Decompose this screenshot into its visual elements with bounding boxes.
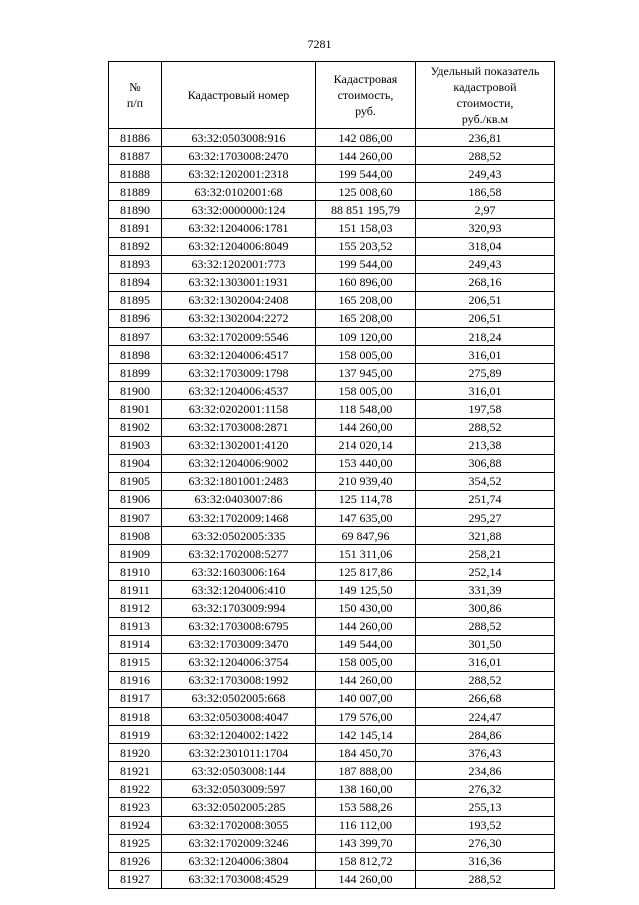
specific-value-cell: 288,52	[416, 671, 555, 689]
specific-value-cell: 288,52	[416, 147, 555, 165]
cadastral-value-cell: 199 544,00	[316, 255, 416, 273]
cadastral-value-cell: 144 260,00	[316, 418, 416, 436]
table-row	[109, 762, 555, 780]
cadastral-value-cell: 158 005,00	[316, 346, 416, 364]
table-row	[109, 816, 555, 834]
cadastral-value-cell: 144 260,00	[316, 671, 416, 689]
cadastral-value-cell: 144 260,00	[316, 870, 416, 888]
cadastral-number-cell: 63:32:1703008:4529	[162, 870, 316, 888]
cadastral-value-cell: 137 945,00	[316, 364, 416, 382]
cadastral-number-cell: 63:32:1703009:1798	[162, 364, 316, 382]
cadastral-number-cell: 63:32:1302004:2272	[162, 309, 316, 327]
specific-value-cell: 316,01	[416, 653, 555, 671]
specific-value-cell: 301,50	[416, 635, 555, 653]
row-number-cell: 81910	[109, 563, 162, 581]
cadastral-number-cell: 63:32:1204002:1422	[162, 726, 316, 744]
row-number-cell: 81914	[109, 635, 162, 653]
table-row	[109, 744, 555, 762]
cadastral-value-cell: 187 888,00	[316, 762, 416, 780]
specific-value-cell: 331,39	[416, 581, 555, 599]
cadastral-value-cell: 149 125,50	[316, 581, 416, 599]
table-row	[109, 599, 555, 617]
row-number-cell: 81908	[109, 527, 162, 545]
cadastral-number-cell: 63:32:0000000:124	[162, 201, 316, 219]
cadastral-number-cell: 63:32:0503008:4047	[162, 708, 316, 726]
row-number-cell: 81915	[109, 653, 162, 671]
cadastral-number-cell: 63:32:1204006:4537	[162, 382, 316, 400]
cadastral-number-cell: 63:32:1703009:994	[162, 599, 316, 617]
row-number-cell: 81890	[109, 201, 162, 219]
cadastral-number-cell: 63:32:1303001:1931	[162, 273, 316, 291]
row-number-cell: 81927	[109, 870, 162, 888]
row-number-cell: 81917	[109, 689, 162, 707]
row-number-cell: 81902	[109, 418, 162, 436]
cadastral-number-cell: 63:32:1302004:2408	[162, 291, 316, 309]
cadastral-value-cell: 151 158,03	[316, 219, 416, 237]
specific-value-cell: 288,52	[416, 617, 555, 635]
cadastral-number-cell: 63:32:0503008:144	[162, 762, 316, 780]
row-number-cell: 81886	[109, 129, 162, 147]
table-row	[109, 653, 555, 671]
cadastral-number-cell: 63:32:0502005:335	[162, 527, 316, 545]
table-row	[109, 671, 555, 689]
specific-value-cell: 320,93	[416, 219, 555, 237]
table-body	[109, 129, 555, 889]
cadastral-value-cell: 143 399,70	[316, 834, 416, 852]
specific-value-cell: 300,86	[416, 599, 555, 617]
cadastral-number-cell: 63:32:0102001:68	[162, 183, 316, 201]
table-row	[109, 780, 555, 798]
specific-value-cell: 2,97	[416, 201, 555, 219]
specific-value-cell: 295,27	[416, 508, 555, 526]
specific-value-cell: 288,52	[416, 418, 555, 436]
specific-value-cell: 316,01	[416, 346, 555, 364]
table-row	[109, 183, 555, 201]
table-row	[109, 129, 555, 147]
table-row	[109, 635, 555, 653]
cadastral-value-cell: 88 851 195,79	[316, 201, 416, 219]
table-row	[109, 852, 555, 870]
specific-value-cell: 354,52	[416, 472, 555, 490]
table-row	[109, 364, 555, 382]
cadastral-number-cell: 63:32:1204006:410	[162, 581, 316, 599]
cadastral-number-cell: 63:32:0503008:916	[162, 129, 316, 147]
cadastral-number-cell: 63:32:0503009:597	[162, 780, 316, 798]
specific-value-cell: 376,43	[416, 744, 555, 762]
specific-value-cell: 275,89	[416, 364, 555, 382]
row-number-cell: 81907	[109, 508, 162, 526]
cadastral-number-cell: 63:32:2301011:1704	[162, 744, 316, 762]
table-row	[109, 273, 555, 291]
specific-value-cell: 197,58	[416, 400, 555, 418]
specific-value-cell: 318,04	[416, 237, 555, 255]
specific-value-cell: 213,38	[416, 436, 555, 454]
cadastral-number-cell: 63:32:1702008:3055	[162, 816, 316, 834]
cadastral-value-cell: 125 114,78	[316, 490, 416, 508]
table-row	[109, 291, 555, 309]
row-number-cell: 81900	[109, 382, 162, 400]
table-row	[109, 255, 555, 273]
cadastral-number-cell: 63:32:1703008:1992	[162, 671, 316, 689]
cadastral-number-cell: 63:32:1204006:8049	[162, 237, 316, 255]
table-row	[109, 545, 555, 563]
cadastral-number-cell: 63:32:1703008:2470	[162, 147, 316, 165]
cadastral-number-cell: 63:32:0502005:668	[162, 689, 316, 707]
row-number-cell: 81895	[109, 291, 162, 309]
cadastral-number-cell: 63:32:1302001:4120	[162, 436, 316, 454]
specific-value-cell: 276,32	[416, 780, 555, 798]
specific-value-cell: 249,43	[416, 255, 555, 273]
specific-value-cell: 224,47	[416, 708, 555, 726]
row-number-cell: 81925	[109, 834, 162, 852]
cadastral-value-cell: 144 260,00	[316, 617, 416, 635]
cadastral-value-cell: 151 311,06	[316, 545, 416, 563]
specific-value-cell: 186,58	[416, 183, 555, 201]
table-row	[109, 798, 555, 816]
cadastral-number-cell: 63:32:1702008:5277	[162, 545, 316, 563]
specific-value-cell: 288,52	[416, 870, 555, 888]
row-number-cell: 81912	[109, 599, 162, 617]
table-row	[109, 508, 555, 526]
row-number-cell: 81901	[109, 400, 162, 418]
table-row	[109, 147, 555, 165]
row-number-cell: 81923	[109, 798, 162, 816]
cadastral-value-cell: 149 544,00	[316, 635, 416, 653]
header-cadastral-value: Кадастровая стоимость, руб.	[316, 62, 416, 129]
specific-value-cell: 266,68	[416, 689, 555, 707]
cadastral-value-cell: 214 020,14	[316, 436, 416, 454]
table-row	[109, 472, 555, 490]
cadastral-number-cell: 63:32:1603006:164	[162, 563, 316, 581]
cadastral-number-cell: 63:32:0202001:1158	[162, 400, 316, 418]
cadastral-number-cell: 63:32:1204006:9002	[162, 454, 316, 472]
table-row	[109, 581, 555, 599]
specific-value-cell: 218,24	[416, 328, 555, 346]
cadastral-number-cell: 63:32:1801001:2483	[162, 472, 316, 490]
cadastral-value-cell: 118 548,00	[316, 400, 416, 418]
specific-value-cell: 249,43	[416, 165, 555, 183]
row-number-cell: 81920	[109, 744, 162, 762]
row-number-cell: 81899	[109, 364, 162, 382]
row-number-cell: 81904	[109, 454, 162, 472]
cadastral-value-cell: 144 260,00	[316, 147, 416, 165]
table-row	[109, 309, 555, 327]
cadastral-value-cell: 109 120,00	[316, 328, 416, 346]
table-row	[109, 563, 555, 581]
table-row	[109, 219, 555, 237]
row-number-cell: 81922	[109, 780, 162, 798]
table-row	[109, 328, 555, 346]
cadastral-value-cell: 142 145,14	[316, 726, 416, 744]
row-number-cell: 81916	[109, 671, 162, 689]
row-number-cell: 81894	[109, 273, 162, 291]
row-number-cell: 81905	[109, 472, 162, 490]
cadastral-number-cell: 63:32:1204006:4517	[162, 346, 316, 364]
row-number-cell: 81906	[109, 490, 162, 508]
cadastral-number-cell: 63:32:1703009:3470	[162, 635, 316, 653]
cadastral-number-cell: 63:32:1702009:5546	[162, 328, 316, 346]
table-row	[109, 527, 555, 545]
row-number-cell: 81911	[109, 581, 162, 599]
specific-value-cell: 252,14	[416, 563, 555, 581]
table-row	[109, 454, 555, 472]
cadastral-number-cell: 63:32:1702009:3246	[162, 834, 316, 852]
cadastral-value-cell: 210 939,40	[316, 472, 416, 490]
row-number-cell: 81889	[109, 183, 162, 201]
cadastral-value-cell: 142 086,00	[316, 129, 416, 147]
specific-value-cell: 316,01	[416, 382, 555, 400]
row-number-cell: 81887	[109, 147, 162, 165]
specific-value-cell: 284,86	[416, 726, 555, 744]
table-row	[109, 708, 555, 726]
row-number-cell: 81903	[109, 436, 162, 454]
cadastral-value-cell: 158 005,00	[316, 382, 416, 400]
cadastral-value-cell: 125 817,86	[316, 563, 416, 581]
row-number-cell: 81913	[109, 617, 162, 635]
page-number: 7281	[307, 37, 332, 51]
specific-value-cell: 321,88	[416, 527, 555, 545]
specific-value-cell: 236,81	[416, 129, 555, 147]
specific-value-cell: 193,52	[416, 816, 555, 834]
table-row	[109, 870, 555, 888]
specific-value-cell: 251,74	[416, 490, 555, 508]
header-specific-value: Удельный показатель кадастровой стоимости, руб./кв.м	[416, 62, 555, 129]
row-number-cell: 81919	[109, 726, 162, 744]
header-cadastral-number: Кадастровый номер	[162, 62, 316, 129]
row-number-cell: 81909	[109, 545, 162, 563]
cadastral-value-cell: 165 208,00	[316, 309, 416, 327]
specific-value-cell: 206,51	[416, 309, 555, 327]
cadastral-value-cell: 125 008,60	[316, 183, 416, 201]
cadastral-value-cell: 147 635,00	[316, 508, 416, 526]
table-row	[109, 726, 555, 744]
cadastral-value-cell: 158 005,00	[316, 653, 416, 671]
cadastral-value-cell: 158 812,72	[316, 852, 416, 870]
cadastral-value-cell: 138 160,00	[316, 780, 416, 798]
cadastral-number-cell: 63:32:1202001:773	[162, 255, 316, 273]
row-number-cell: 81926	[109, 852, 162, 870]
cadastral-value-cell: 184 450,70	[316, 744, 416, 762]
row-number-cell: 81897	[109, 328, 162, 346]
cadastral-number-cell: 63:32:1204006:1781	[162, 219, 316, 237]
specific-value-cell: 268,16	[416, 273, 555, 291]
cadastral-value-cell: 179 576,00	[316, 708, 416, 726]
row-number-cell: 81893	[109, 255, 162, 273]
cadastral-value-cell: 153 588,26	[316, 798, 416, 816]
cadastral-value-cell: 199 544,00	[316, 165, 416, 183]
specific-value-cell: 234,86	[416, 762, 555, 780]
cadastral-value-cell: 140 007,00	[316, 689, 416, 707]
table-row	[109, 165, 555, 183]
row-number-cell: 81898	[109, 346, 162, 364]
cadastral-value-cell: 153 440,00	[316, 454, 416, 472]
specific-value-cell: 276,30	[416, 834, 555, 852]
table-row	[109, 400, 555, 418]
specific-value-cell: 206,51	[416, 291, 555, 309]
header-row-number: № п/п	[109, 62, 162, 129]
table-row	[109, 689, 555, 707]
cadastral-value-cell: 165 208,00	[316, 291, 416, 309]
table-row	[109, 418, 555, 436]
cadastral-value-cell: 160 896,00	[316, 273, 416, 291]
specific-value-cell: 258,21	[416, 545, 555, 563]
cadastral-value-cell: 150 430,00	[316, 599, 416, 617]
table-row	[109, 834, 555, 852]
row-number-cell: 81924	[109, 816, 162, 834]
cadastral-number-cell: 63:32:1702009:1468	[162, 508, 316, 526]
row-number-cell: 81918	[109, 708, 162, 726]
cadastral-value-cell: 69 847,96	[316, 527, 416, 545]
row-number-cell: 81892	[109, 237, 162, 255]
specific-value-cell: 255,13	[416, 798, 555, 816]
row-number-cell: 81891	[109, 219, 162, 237]
table-row	[109, 237, 555, 255]
table-header-row	[109, 62, 555, 129]
table-row	[109, 382, 555, 400]
cadastral-number-cell: 63:32:1202001:2318	[162, 165, 316, 183]
cadastral-value-table	[108, 61, 555, 889]
cadastral-value-cell: 155 203,52	[316, 237, 416, 255]
table-row	[109, 346, 555, 364]
specific-value-cell: 316,36	[416, 852, 555, 870]
cadastral-value-cell: 116 112,00	[316, 816, 416, 834]
cadastral-number-cell: 63:32:0502005:285	[162, 798, 316, 816]
row-number-cell: 81888	[109, 165, 162, 183]
table-row	[109, 201, 555, 219]
cadastral-number-cell: 63:32:1204006:3754	[162, 653, 316, 671]
cadastral-number-cell: 63:32:0403007:86	[162, 490, 316, 508]
row-number-cell: 81896	[109, 309, 162, 327]
table-row	[109, 490, 555, 508]
table-row	[109, 436, 555, 454]
cadastral-number-cell: 63:32:1703008:2871	[162, 418, 316, 436]
row-number-cell: 81921	[109, 762, 162, 780]
cadastral-number-cell: 63:32:1703008:6795	[162, 617, 316, 635]
cadastral-number-cell: 63:32:1204006:3804	[162, 852, 316, 870]
table-row	[109, 617, 555, 635]
specific-value-cell: 306,88	[416, 454, 555, 472]
